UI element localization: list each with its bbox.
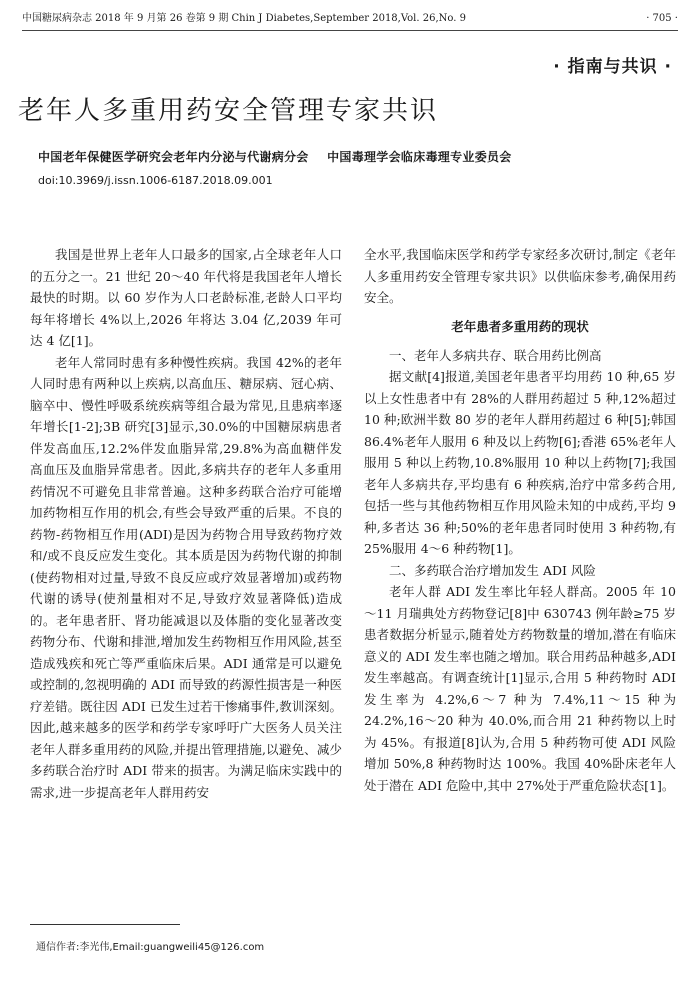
right-column <box>364 244 676 796</box>
running-header <box>22 10 678 31</box>
article-title: 老年人多重用药安全管理专家共识 <box>18 96 439 126</box>
corresponding-author-footnote: 通信作者:李光伟,Email:guangweili45@126.com <box>36 942 265 953</box>
section-heading: 老年患者多重用药的现状 <box>451 318 589 334</box>
section-tag: · 指南与共识 · <box>553 57 672 77</box>
paragraph: 全水平,我国临床医学和药学专家经多次研讨,制定《老年人多重用药安全管理专家共识》以供临床参考,确保用药安全。 <box>364 247 676 305</box>
affiliation-1: 中国老年保健医学研究会老年内分泌与代谢病分会 <box>38 150 309 164</box>
left-column <box>30 244 342 803</box>
footnote-divider <box>30 924 180 925</box>
affiliation-2: 中国毒理学会临床毒理专业委员会 <box>327 150 512 164</box>
doi: doi:10.3969/j.issn.1006-6187.2018.09.001 <box>38 174 273 187</box>
paragraph: 我国是世界上老年人口最多的国家,占全球老年人口的五分之一。21 世纪 20～40 年代将是我国老年人增长最快的时期。以 60 岁作为人口老龄标准,老龄人口平均每年将增长 4%以上,2026 年将达 3.04 亿,2039 年可达 4 亿[1]。 <box>30 247 342 348</box>
page-number: · 705 · <box>646 13 678 24</box>
paragraph: 老年人群 ADI 发生率比年轻人群高。2005 年 10～11 月瑞典处方药物登记[8]中 630743 例年龄≥75 岁患者数据分析显示,随着处方药物数量的增加,潜在有临床意义的 ADI 发生率也随之增加。联合用药品种越多,ADI 发生率越高。有调查统计[1]显示,合用 5 种药物时 ADI 发生率为 4.2%,6～7 种为 7.4%,11～15 种为 24.2%,16～20 种为 40.0%,而合用 21 种药物以上时为 45%。有报道[8]认为,合用 5 种药物可使 ADI 风险增加 50%,8 种药物时达 100%。我国 40%卧床老年人处于潜在 ADI 危险中,其中 27%处于严重危险状态[1]。 <box>364 584 676 793</box>
subsection-heading: 二、多药联合治疗增加发生 ADI 风险 <box>389 562 596 578</box>
subsection-heading: 一、老年人多病共存、联合用药比例高 <box>389 347 602 363</box>
paragraph: 老年人常同时患有多种慢性疾病。我国 42%的老年人同时患有两种以上疾病,以高血压、糖尿病、冠心病、脑卒中、慢性呼吸系统疾病等组合最为常见,且患病率逐年增长[1-2];3B 研究[3]显示,30.0%的中国糖尿病患者伴发高血压,12.2%伴发血脂异常,29.8%为高血糖伴发高血压及血脂异常患者。因此,多病共存的老年人多重用药情况不可避免且非常普遍。这种多药联合治疗可能增加药物相互作用的机会,有些会导致严重的后果。不良的药物-药物相互作用(ADI)是因为药物合用导致药物疗效和/或不良反应发生变化。其本质是因为药物代谢的抑制(使药物相对过量,导致不良反应或疗效显著增加)或药物代谢的诱导(使剂量相对不足,导致疗效显著降低)造成的。老年患者肝、肾功能减退以及体脂的变化显著改变药物分布、代谢和排泄,增加发生药物相互作用风险,甚至造成残疾和死亡等严重临床后果。ADI 通常是可以避免或控制的,忽视明确的 ADI 而导致的药源性损害是一种医疗差错。既往因 ADI 已发生过若干惨痛事件,教训深刻。因此,越来越多的医学和药学专家呼吁广大医务人员关注老年人群多重用药的风险,并提出管理措施,以避免、减少多药联合治疗时 ADI 带来的损害。为满足临床实践中的需求,进一步提高老年人群用药安 <box>30 354 342 800</box>
journal-citation-line: 中国糖尿病杂志 2018 年 9 月第 26 卷第 9 期 Chin J Diabetes,September 2018,Vol. 26,No. 9 <box>22 13 466 24</box>
affiliations <box>38 148 512 165</box>
paragraph: 据文献[4]报道,美国老年患者平均用药 10 种,65 岁以上女性患者中有 28%的人群用药超过 5 种,12%超过 10 种;欧洲半数 80 岁的老年人群用药超过 6 种[5];韩国 86.4%老年人服用 6 种及以上药物[6];香港 65%老年人服用 5 种以上药物,10.8%服用 10 种以上药物[7];我国老年人多病共存,平均患有 6 种疾病,治疗中常多药合用,包括一些与其他药物相互作用风险未知的中成药,平均 9 种,多者达 36 种;50%的老年患者同时使用 3 种药物,有 25%服用 4～6 种药物[1]。 <box>364 369 676 556</box>
